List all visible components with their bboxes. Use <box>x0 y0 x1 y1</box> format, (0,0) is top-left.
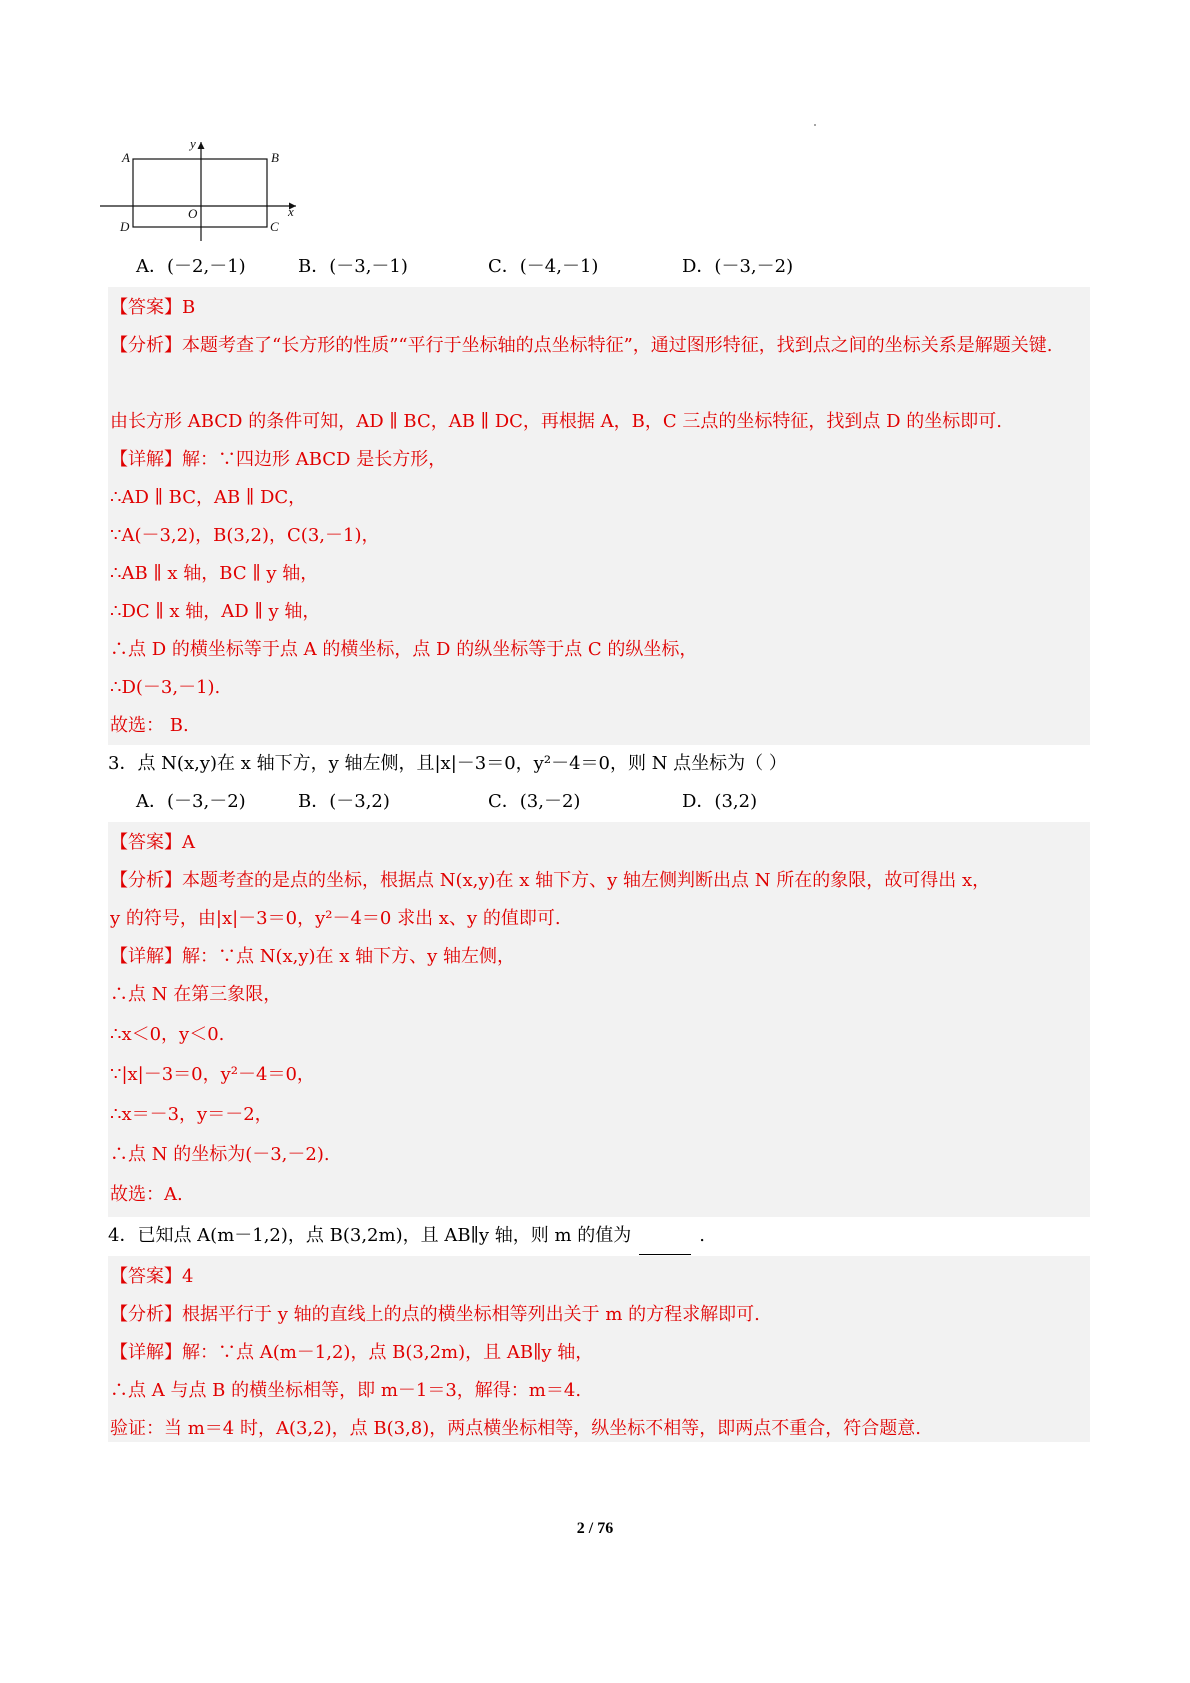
q3-detail-2: ∴点 N 在第三象限， <box>110 984 282 1005</box>
q3-answer: 【答案】A <box>110 832 195 853</box>
q2-answer: 【答案】B <box>110 297 196 318</box>
q3-solution-block <box>108 822 1090 1217</box>
q3-detail-6: ∴点 N 的坐标为(－3,－2). <box>110 1144 330 1165</box>
q2-detail-5: ∴DC ∥ x 轴，AD ∥ y 轴， <box>110 601 321 622</box>
q2-solution-block <box>108 287 1090 745</box>
label-y: y <box>190 138 196 151</box>
q3-analysis-1: 【分析】本题考查的是点的坐标，根据点 N(x,y)在 x 轴下方、y 轴左侧判断出点 N 所在的象限，故可得出 x， <box>110 870 991 891</box>
label-b: B <box>271 150 279 165</box>
scan-dot <box>814 124 816 126</box>
q2-detail-3: ∵A(－3,2)，B(3,2)，C(3,－1)， <box>110 525 380 546</box>
q3-choice-c: C．(3,－2) <box>488 791 581 812</box>
q4-stem <box>108 1217 1090 1255</box>
q4-analysis: 【分析】根据平行于 y 轴的直线上的点的横坐标相等列出关于 m 的方程求解即可. <box>110 1304 760 1325</box>
q3-detail-1: 【详解】解：∵点 N(x,y)在 x 轴下方、y 轴左侧， <box>110 946 516 967</box>
q2-detail-1: 【详解】解：∵四边形 ABCD 是长方形， <box>110 449 447 470</box>
q4-answer-blank[interactable] <box>639 1234 691 1255</box>
q4-solution-block <box>108 1256 1090 1442</box>
q2-analysis-2: 由长方形 ABCD 的条件可知，AD ∥ BC，AB ∥ DC，再根据 A，B，C 三点的坐标特征，找到点 D 的坐标即可. <box>110 411 1002 432</box>
label-d: D <box>120 219 130 234</box>
q2-detail-7: ∴D(－3,－1). <box>110 677 221 698</box>
page-number: 2 / 76 <box>576 1520 614 1537</box>
q4-answer: 【答案】4 <box>110 1266 194 1287</box>
q2-choices <box>136 248 1086 286</box>
q2-choice-c: C．(－4,－1) <box>488 256 599 277</box>
q2-detail-4: ∴AB ∥ x 轴，BC ∥ y 轴， <box>110 563 319 584</box>
q3-detail-5: ∴x＝－3，y＝－2， <box>110 1104 273 1125</box>
q3-choice-b: B．(－3,2) <box>298 791 390 812</box>
q3-choice-a: A．(－3,－2) <box>136 791 246 812</box>
q4-stem-end: . <box>699 1225 705 1246</box>
q3-detail-3: ∴x＜0，y＜0. <box>110 1024 225 1045</box>
q2-analysis: 【分析】本题考查了“长方形的性质”“平行于坐标轴的点坐标特征”，通过图形特征，找到点之间的坐标关系是解题关键. <box>110 335 1053 356</box>
q3-choose: 故选：A. <box>110 1184 183 1205</box>
q2-choice-b: B．(－3,－1) <box>298 256 408 277</box>
q3-choices <box>136 783 1086 821</box>
q2-detail-6: ∴点 D 的横坐标等于点 A 的横坐标，点 D 的纵坐标等于点 C 的纵坐标， <box>110 639 698 660</box>
q4-detail-1: 【详解】解：∵点 A(m－1,2)，点 B(3,2m)，且 AB∥y 轴， <box>110 1342 594 1363</box>
q2-detail-2: ∴AD ∥ BC，AB ∥ DC， <box>110 487 307 508</box>
q4-verify: 验证：当 m＝4 时，A(3,2)，点 B(3,8)，两点横坐标相等，纵坐标不相等，即两点不重合，符合题意. <box>110 1418 921 1439</box>
label-c: C <box>270 219 279 234</box>
rectangle-figure <box>100 138 310 248</box>
rectangle-abcd <box>133 159 267 227</box>
q4-stem-text: 4．已知点 A(m－1,2)，点 B(3,2m)，且 AB∥y 轴，则 m 的值为 <box>108 1225 632 1246</box>
q3-choice-d: D．(3,2) <box>682 791 758 812</box>
label-o: O <box>188 206 198 221</box>
q2-choice-d: D．(－3,－2) <box>682 256 794 277</box>
q2-choose: 故选： B. <box>110 715 189 736</box>
label-a: A <box>122 150 130 165</box>
label-x: x <box>288 204 294 219</box>
q3-detail-4: ∵|x|－3＝0，y²－4＝0， <box>110 1064 315 1085</box>
q3-analysis-2: y 的符号，由|x|－3＝0，y²－4＝0 求出 x、y 的值即可. <box>110 908 561 929</box>
q3-stem: 3．点 N(x,y)在 x 轴下方，y 轴左侧，且|x|－3＝0，y²－4＝0，则 N 点坐标为（ ） <box>108 753 787 774</box>
q2-choice-a: A．(－2,－1) <box>136 256 246 277</box>
q4-detail-2: ∴点 A 与点 B 的横坐标相等，即 m－1＝3，解得：m＝4. <box>110 1380 582 1401</box>
